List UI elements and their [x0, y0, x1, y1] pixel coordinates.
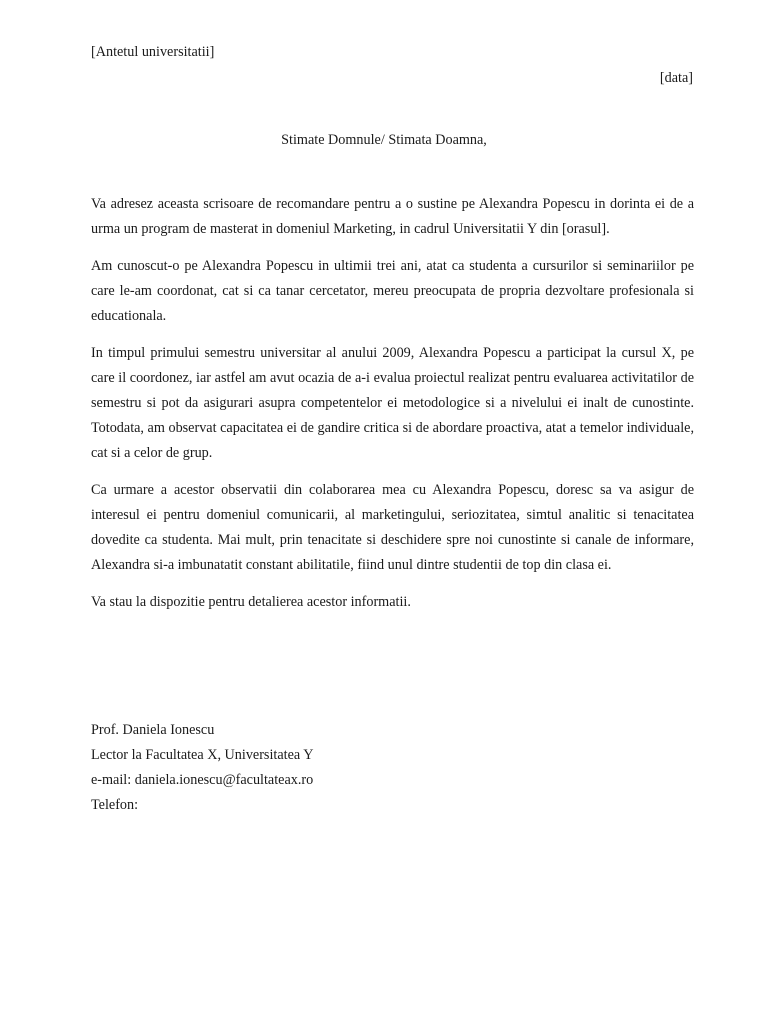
- paragraph-2: Am cunoscut-o pe Alexandra Popescu in ultimii trei ani, atat ca studenta a cursurilor si seminariilor pe care le-am coordonat, cat si ca tanar cercetator, mereu preocupata de propria dezvoltare profesionala si educationala.: [91, 258, 694, 324]
- signatory-name: Prof. Daniela Ionescu: [91, 722, 215, 738]
- letter-date: [data]: [659, 70, 693, 86]
- signatory-position: Lector la Facultatea X, Universitatea Y: [91, 747, 314, 763]
- paragraph-4: Ca urmare a acestor observatii din colaborarea mea cu Alexandra Popescu, doresc sa va asigur de interesul ei pentru domeniul comunicarii, al marketingului, seriozitatea, simtul analitic si tenacitatea dovedite ca studenta. Mai mult, prin tenacitate si deschidere spre noi cunostinte si canale de informare, Alexandra si-a imbunatatit constant abilitatile, fiind unul dintre studentii de top din clasa ei.: [91, 482, 694, 573]
- signatory-phone: Telefon:: [91, 797, 139, 813]
- salutation: Stimate Domnule/ Stimata Doamna,: [281, 132, 487, 148]
- paragraph-1: Va adresez aceasta scrisoare de recomandare pentru a o sustine pe Alexandra Popescu in dorinta ei de a urma un program de masterat in domeniul Marketing, in cadrul Universitatii Y din [orasul].: [91, 196, 694, 237]
- signatory-email: e-mail: daniela.ionescu@facultateax.ro: [91, 772, 314, 788]
- signature-block: [91, 718, 651, 818]
- paragraph-5: Va stau la dispozitie pentru detalierea acestor informatii.: [91, 594, 411, 610]
- paragraph-3: In timpul primului semestru universitar al anului 2009, Alexandra Popescu a participat la cursul X, pe care il coordonez, iar astfel am avut ocazia de a-i evalua proiectul realizat pentru evaluarea activitatilor de semestru si pot da asigurari asupra competentelor ei metodologice si a nivelului ei inalt de cunostinte. Totodata, am observat capacitatea ei de gandire critica si de abordare proactiva, atat a temelor individuale, cat si a celor de grup.: [91, 345, 694, 461]
- letter-body: [91, 192, 694, 627]
- letterhead: [Antetul universitatii]: [91, 44, 215, 60]
